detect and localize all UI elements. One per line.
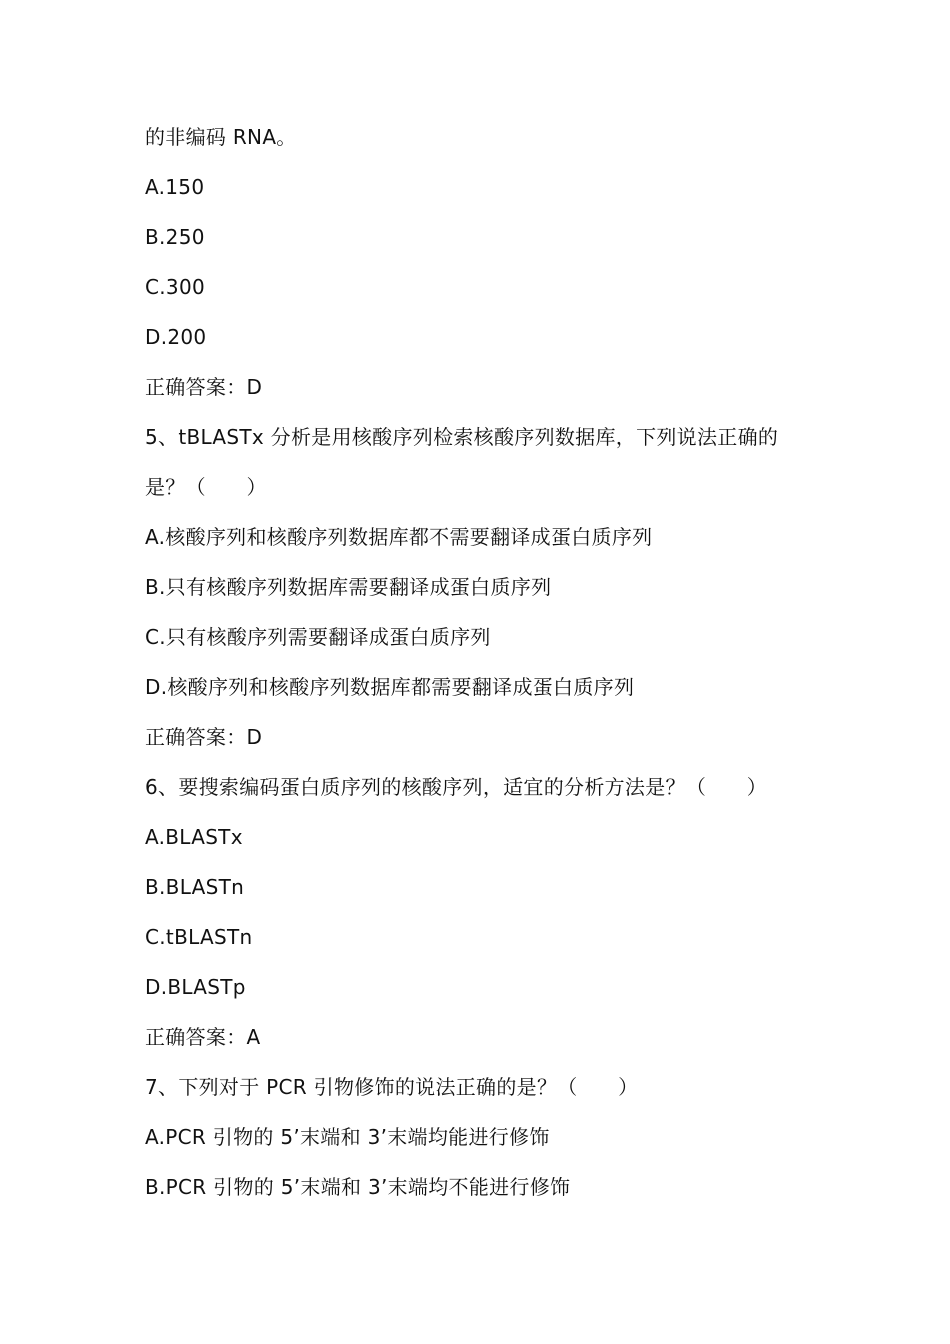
question-5: 5、tBLASTx 分析是用核酸序列检索核酸序列数据库，下列说法正确的	[145, 425, 779, 449]
option-c: C.300	[145, 275, 205, 299]
question-7: 7、下列对于 PCR 引物修饰的说法正确的是？（ ）	[145, 1075, 639, 1099]
option-c: C.只有核酸序列需要翻译成蛋白质序列	[145, 625, 491, 649]
option-a: A.核酸序列和核酸序列数据库都不需要翻译成蛋白质序列	[145, 525, 653, 549]
correct-answer: 正确答案：A	[145, 1025, 261, 1049]
option-d: D.200	[145, 325, 207, 349]
option-a: A.150	[145, 175, 205, 199]
correct-answer: 正确答案：D	[145, 725, 263, 749]
question-5-continuation: 是？（ ）	[145, 475, 267, 499]
option-d: D.核酸序列和核酸序列数据库都需要翻译成蛋白质序列	[145, 675, 635, 699]
option-c: C.tBLASTn	[145, 925, 253, 949]
option-a: A.BLASTx	[145, 825, 243, 849]
option-b: B.BLASTn	[145, 875, 245, 899]
correct-answer: 正确答案：D	[145, 375, 263, 399]
option-d: D.BLASTp	[145, 975, 246, 999]
question-6: 6、要搜索编码蛋白质序列的核酸序列，适宜的分析方法是？（ ）	[145, 775, 768, 799]
option-a: A.PCR 引物的 5’末端和 3’末端均能进行修饰	[145, 1125, 550, 1149]
text-line-continuation: 的非编码 RNA。	[145, 125, 297, 149]
question-text-block	[145, 112, 825, 1212]
option-b: B.PCR 引物的 5’末端和 3’末端均不能进行修饰	[145, 1175, 571, 1199]
option-b: B.只有核酸序列数据库需要翻译成蛋白质序列	[145, 575, 552, 599]
option-b: B.250	[145, 225, 205, 249]
